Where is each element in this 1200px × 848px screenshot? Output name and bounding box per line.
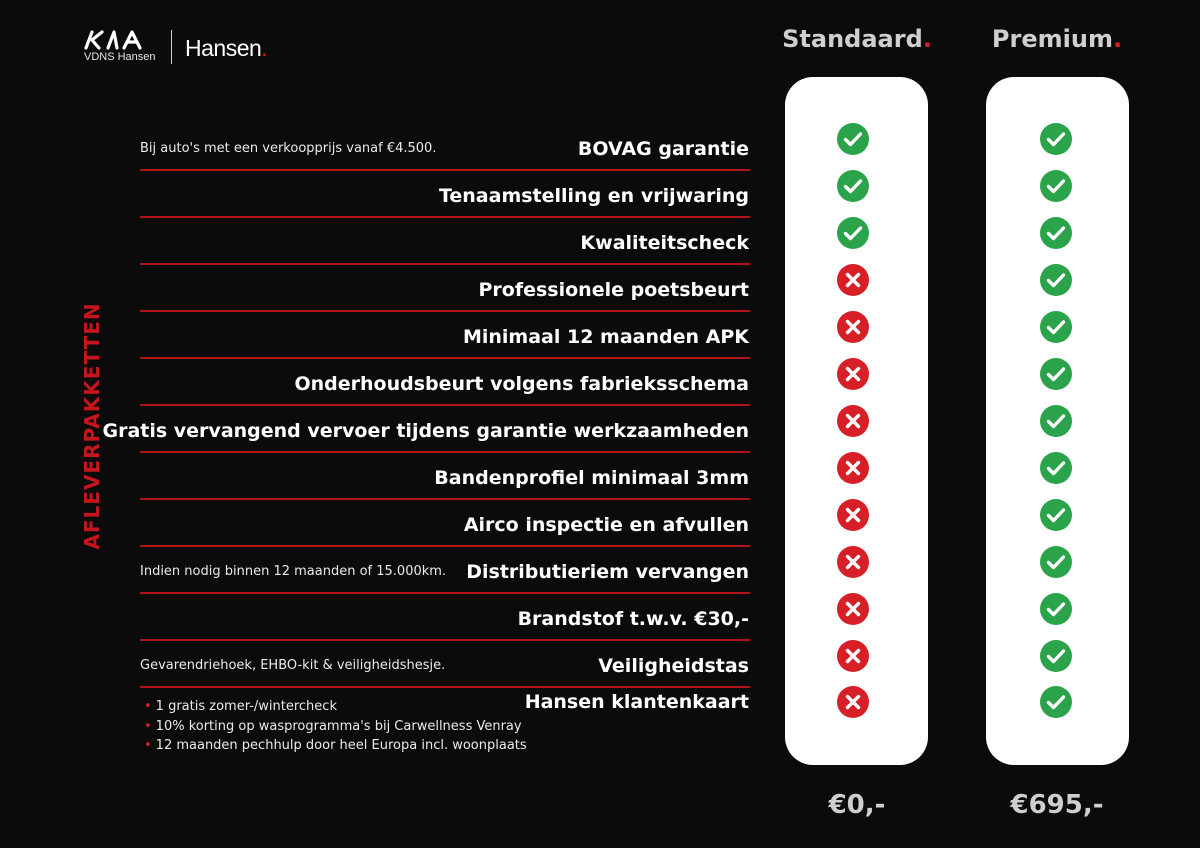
logo-divider — [171, 30, 172, 64]
klantenkaart-notes — [144, 697, 527, 756]
standard-title-text: Standaard — [782, 25, 923, 53]
feature-label: Hansen klantenkaart — [524, 691, 749, 713]
feature-row — [140, 452, 750, 500]
feature-note: Gevarendriehoek, EHBO-kit & veiligheidshesje. — [140, 658, 446, 673]
check-icon — [1039, 498, 1073, 532]
feature-label: Distributieriem vervangen — [466, 561, 749, 583]
check-icon — [1039, 169, 1073, 203]
cross-icon — [836, 592, 870, 626]
hansen-dot: . — [261, 35, 268, 61]
check-icon — [1039, 357, 1073, 391]
klantenkaart-note-text: 1 gratis zomer-/wintercheck — [155, 699, 337, 714]
bullet-icon: • — [144, 738, 152, 753]
feature-row — [140, 217, 750, 265]
check-icon — [1039, 545, 1073, 579]
feature-row — [140, 123, 750, 171]
feature-label: Minimaal 12 maanden APK — [462, 326, 749, 348]
klantenkaart-note-item — [144, 717, 527, 737]
check-icon — [1039, 404, 1073, 438]
standard-title-dot: . — [922, 25, 932, 53]
feature-note: Bij auto's met een verkoopprijs vanaf €4.500. — [140, 141, 437, 156]
check-icon — [1039, 685, 1073, 719]
feature-row — [140, 640, 750, 688]
hansen-logo — [185, 35, 267, 62]
side-label: AFLEVERPAKKETTEN — [80, 302, 104, 550]
feature-label: Airco inspectie en afvullen — [463, 514, 749, 536]
check-icon — [1039, 639, 1073, 673]
feature-label: Kwaliteitscheck — [580, 232, 749, 254]
cross-icon — [836, 639, 870, 673]
feature-row — [140, 546, 750, 594]
check-icon — [836, 169, 870, 203]
kia-logo-icon — [84, 30, 160, 50]
feature-label: BOVAG garantie — [577, 138, 749, 160]
cross-icon — [836, 498, 870, 532]
feature-row — [102, 405, 750, 453]
check-icon — [1039, 592, 1073, 626]
cross-icon — [836, 404, 870, 438]
hansen-name: Hansen — [185, 35, 262, 61]
feature-label: Onderhoudsbeurt volgens fabrieksschema — [294, 373, 749, 395]
cross-icon — [836, 310, 870, 344]
check-icon — [836, 122, 870, 156]
feature-row — [140, 311, 750, 359]
feature-row — [140, 264, 750, 312]
cross-icon — [836, 357, 870, 391]
check-icon — [1039, 263, 1073, 297]
feature-row — [140, 358, 750, 406]
feature-label: Tenaamstelling en vrijwaring — [438, 185, 749, 207]
premium-title-dot: . — [1112, 25, 1123, 53]
klantenkaart-note-item — [144, 736, 527, 756]
premium-price: €695,- — [1010, 790, 1104, 820]
check-icon — [1039, 451, 1073, 485]
cross-icon — [836, 263, 870, 297]
feature-label: Bandenprofiel minimaal 3mm — [434, 467, 749, 489]
klantenkaart-note-text: 12 maanden pechhulp door heel Europa incl. woonplaats — [155, 738, 527, 753]
cross-icon — [836, 685, 870, 719]
premium-title-text: Premium — [991, 25, 1113, 53]
premium-column-title — [977, 25, 1137, 53]
check-icon — [1039, 310, 1073, 344]
feature-note: Indien nodig binnen 12 maanden of 15.000km. — [140, 564, 447, 579]
bullet-icon: • — [144, 718, 152, 734]
feature-label: Brandstof t.w.v. €30,- — [517, 608, 749, 630]
bullet-icon: • — [144, 699, 152, 714]
feature-row — [140, 593, 750, 641]
feature-row — [140, 170, 750, 218]
check-icon — [836, 216, 870, 250]
feature-label: Veiligheidstas — [598, 655, 749, 677]
feature-label: Professionele poetsbeurt — [478, 279, 749, 301]
cross-icon — [836, 545, 870, 579]
check-icon — [1039, 216, 1073, 250]
cross-icon — [836, 451, 870, 485]
standard-column-title — [777, 25, 937, 53]
standard-price: €0,- — [828, 790, 886, 820]
klantenkaart-note-text: 10% korting op wasprogramma's bij Carwellness Venray — [155, 718, 522, 734]
feature-label: Gratis vervangend vervoer tijdens garantie werkzaamheden — [102, 420, 749, 442]
dealer-subtitle: VDNS Hansen — [84, 51, 156, 63]
feature-row — [140, 499, 750, 547]
klantenkaart-note-item — [144, 697, 527, 717]
check-icon — [1039, 122, 1073, 156]
